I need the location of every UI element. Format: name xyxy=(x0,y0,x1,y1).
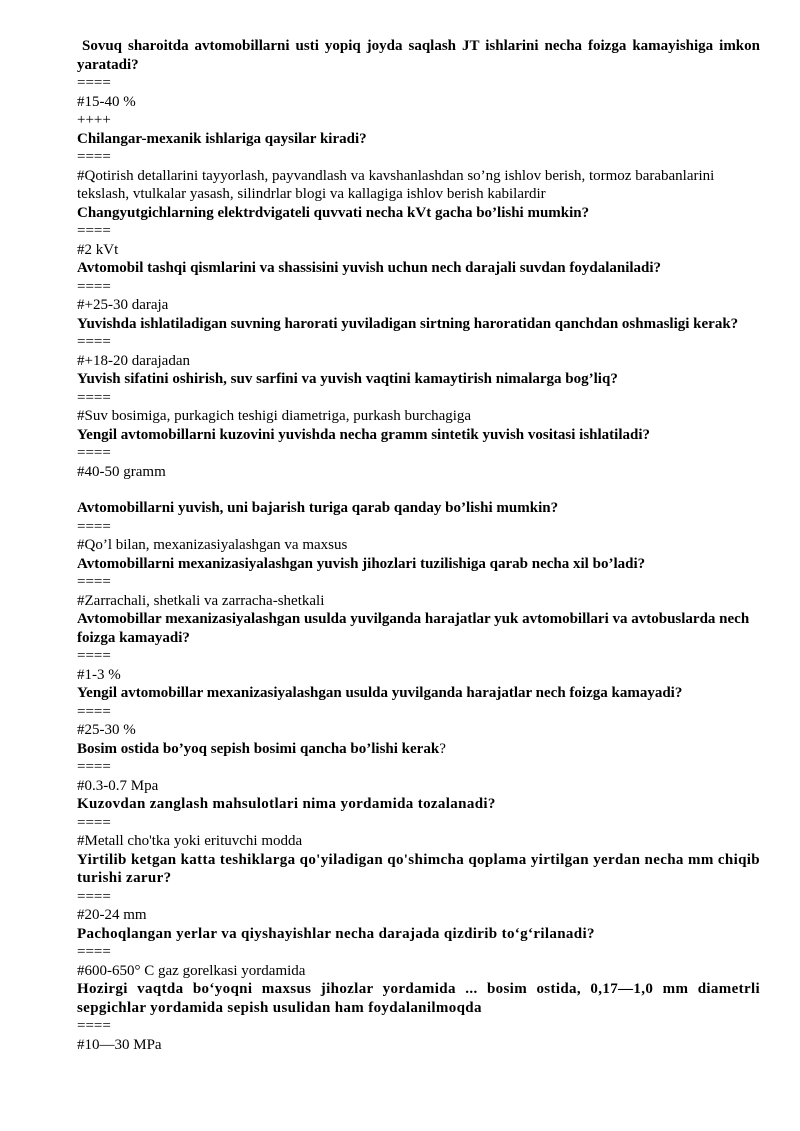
question-text: Avtomobillar mexanizasiyalashgan usulda yuvilganda harajatlar yuk avtomobillari va avtobuslarda nech foizga kamayadi? xyxy=(77,611,750,646)
qa-item-13 xyxy=(77,795,760,851)
separator: ==== xyxy=(77,518,111,535)
question-text: Avtomobillarni yuvish, uni bajarish turiga qarab qanday bo’lishi mumkin? xyxy=(77,500,559,516)
separator: ==== xyxy=(77,888,111,905)
qa-item-1 xyxy=(77,37,760,130)
answer-text: #Qo’l bilan, mexanizasiyalashgan va maxsus xyxy=(77,537,348,553)
question-text: Sovuq sharoitda avtomobillarni usti yopiq joyda saqlash JT ishlarini necha foizga kamayishiga imkon yaratadi? xyxy=(77,38,760,73)
separator: ==== xyxy=(77,223,111,239)
qa-item-7 xyxy=(77,426,760,482)
answer-text: #Qotirish detallarini tayyorlash, payvandlash va kavshanlashdan so’ng ishlov berish, tormoz barabanlarini tekslash, vtulkalar yasash, silindrlar blogi va kallagiga ishlov berish kabilardir xyxy=(77,167,715,202)
answer-text: #10—30 MPa xyxy=(77,1036,162,1053)
qa-item-15 xyxy=(77,925,760,981)
qa-item-6 xyxy=(77,370,760,426)
separator: ==== xyxy=(77,149,111,165)
question-text: Chilangar-mexanik ishlariga qaysilar kiradi? xyxy=(77,130,367,147)
separator: ==== xyxy=(77,334,111,350)
answer-text: #Suv bosimiga, purkagich teshigi diametriga, purkash burchagiga xyxy=(77,408,472,424)
qa-item-5 xyxy=(77,315,760,371)
question-text: Kuzovdan zanglash mahsulotlari nima yordamida tozalanadi? xyxy=(77,796,496,812)
answer-text: #1-3 % xyxy=(77,666,121,683)
answer-text: #20-24 mm xyxy=(77,907,147,923)
separator: ==== xyxy=(77,389,111,406)
separator: ==== xyxy=(77,1018,111,1034)
answer-text: #15-40 % xyxy=(77,93,136,110)
qa-item-2 xyxy=(77,130,760,204)
qa-item-3 xyxy=(77,204,760,260)
question-text: Bosim ostida bo’yoq sepish bosimi qancha bo’lishi kerak xyxy=(77,740,440,757)
blank-line xyxy=(77,481,760,499)
question-text: Hozirgi vaqtda bo‘yoqni maxsus jihozlar yordamida ... bosim ostida, 0,17—1,0 mm diametrli sepgichlar yordamida sepish usulidan ham foydalanilmoqda xyxy=(77,981,760,1016)
answer-text: #+25-30 daraja xyxy=(77,297,169,313)
separator: ==== xyxy=(77,759,111,775)
qa-item-14 xyxy=(77,851,760,925)
question-text: Yuvish sifatini oshirish, suv sarfini va yuvish vaqtini kamaytirish nimalarga bog’liq? xyxy=(77,371,618,387)
question-text: Avtomobillarni mexanizasiyalashgan yuvish jihozlari tuzilishiga qarab necha xil bo’ladi? xyxy=(77,555,646,572)
separator: ==== xyxy=(77,648,111,664)
question-mark: ? xyxy=(439,740,446,757)
separator: ==== xyxy=(77,944,111,960)
answer-text: #600-650° C gaz gorelkasi yordamida xyxy=(77,962,306,979)
answer-text: #Metall cho'tka yoki erituvchi modda xyxy=(77,833,303,849)
question-line xyxy=(77,740,760,759)
answer-text: #25-30 % xyxy=(77,722,136,738)
plus-marker: ++++ xyxy=(77,112,111,128)
question-text: Yengil avtomobillarni kuzovini yuvishda necha gramm sintetik yuvish vositasi ishlatiladi? xyxy=(77,426,651,443)
separator: ==== xyxy=(77,278,111,295)
answer-text: #+18-20 darajadan xyxy=(77,352,190,369)
question-text: Pachoqlangan yerlar va qiyshayishlar necha darajada qizdirib to‘g‘rilanadi? xyxy=(77,925,595,942)
question-text: Yengil avtomobillar mexanizasiyalashgan usulda yuvilganda harajatlar nech foizga kamayadi? xyxy=(77,685,683,701)
qa-item-16 xyxy=(77,980,760,1054)
question-text: Yirtilib ketgan katta teshiklarga qo'yiladigan qo'shimcha qoplama yirtilgan yerdan necha mm chiqib turishi zarur? xyxy=(77,851,760,886)
answer-text: #2 kVt xyxy=(77,241,119,258)
separator: ==== xyxy=(77,75,111,91)
question-text: Changyutgichlarning elektrdvigateli quvvati necha kVt gacha bo’lishi mumkin? xyxy=(77,204,590,221)
question-text: Yuvishda ishlatiladigan suvning harorati yuviladigan sirtning haroratidan qanchdan oshmasligi kerak? xyxy=(77,315,739,332)
question-text: Avtomobil tashqi qismlarini va shassisini yuvish uchun nech darajali suvdan foydalaniladi? xyxy=(77,260,662,276)
qa-item-9 xyxy=(77,555,760,611)
separator: ==== xyxy=(77,814,111,831)
separator: ==== xyxy=(77,574,111,590)
separator: ==== xyxy=(77,445,111,461)
qa-item-8 xyxy=(77,499,760,555)
qa-item-4 xyxy=(77,259,760,315)
qa-item-11 xyxy=(77,684,760,740)
separator: ==== xyxy=(77,703,111,720)
qa-item-12 xyxy=(77,740,760,796)
answer-text: #40-50 gramm xyxy=(77,463,166,480)
answer-text: #0.3-0.7 Mpa xyxy=(77,777,159,794)
answer-text: #Zarrachali, shetkali va zarracha-shetkali xyxy=(77,592,325,609)
qa-item-10 xyxy=(77,610,760,684)
